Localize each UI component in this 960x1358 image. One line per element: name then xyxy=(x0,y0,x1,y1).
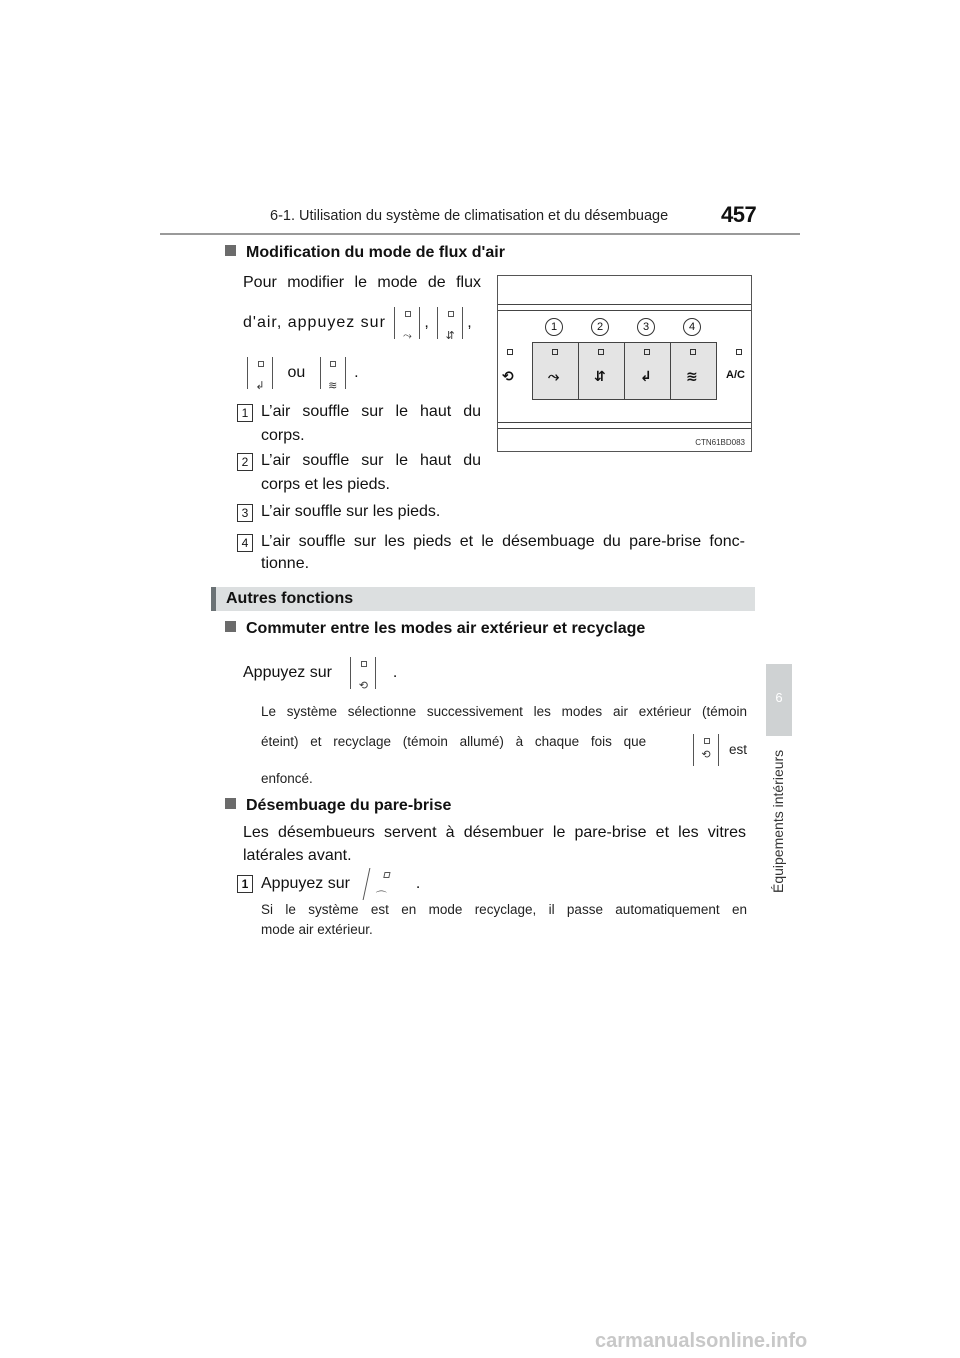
defog-heading: Désembuage du pare-brise xyxy=(225,797,451,815)
recirculation-icon: ⟲ xyxy=(502,368,514,384)
section-bar xyxy=(211,587,755,611)
face-vent-icon: ⤳ xyxy=(548,368,560,384)
figure-caption: CTN61BD083 xyxy=(695,438,745,447)
list-item xyxy=(237,504,253,522)
item-number: 3 xyxy=(237,504,253,522)
callout-1: 1 xyxy=(545,318,563,336)
airflow-intro-line2: d'air, appuyez sur ⤳ , ⇵ , xyxy=(243,307,493,341)
face-vent-icon: ⤳ xyxy=(394,307,420,339)
list-item xyxy=(237,534,253,552)
feet-vent-icon: ↲ xyxy=(640,368,652,384)
airflow-intro-line3: ↲ ou ≋ . xyxy=(243,357,443,391)
page-number: 457 xyxy=(721,202,757,227)
item-number: 4 xyxy=(237,534,253,552)
item-number: 1 xyxy=(237,404,253,422)
chapter-label: Équipements intérieurs xyxy=(770,749,786,893)
defog-step: Appuyez sur ⌒ . xyxy=(261,868,420,902)
recirc-note-line2: éteint) et recyclage (témoin allumé) à chaque fois que ⟲ est xyxy=(261,734,747,768)
airflow-intro-line1: Pour modifier le mode de flux xyxy=(243,274,481,291)
section-title: Autres fonctions xyxy=(226,590,354,607)
indicator-led xyxy=(598,349,604,355)
figure-line xyxy=(498,422,751,423)
airflow-heading: Modification du mode de flux d'air xyxy=(225,244,505,262)
feet-defrost-icon: ≋ xyxy=(320,357,346,389)
item-number: 2 xyxy=(237,453,253,471)
ac-label: A/C xyxy=(726,369,745,381)
list-item xyxy=(237,404,253,422)
recirc-note-line1: Le système sélectionne successivement les modes air extérieur (témoin xyxy=(261,704,747,719)
list-item-text: L’air souffle sur le haut du xyxy=(261,452,481,469)
bilevel-vent-icon: ⇵ xyxy=(594,368,606,384)
indicator-led xyxy=(644,349,650,355)
list-item-text: corps et les pieds. xyxy=(261,476,390,493)
recirc-heading: Commuter entre les modes air extérieur et recyclage xyxy=(225,620,645,638)
feet-vent-icon: ↲ xyxy=(247,357,273,389)
figure-line xyxy=(498,304,751,305)
indicator-led xyxy=(552,349,558,355)
indicator-led xyxy=(507,349,513,355)
list-item-text: tionne. xyxy=(261,555,310,572)
heading-bullet-icon xyxy=(225,621,236,632)
callout-2: 2 xyxy=(591,318,609,336)
figure-line xyxy=(498,310,751,311)
step-marker: 1 xyxy=(237,875,253,893)
list-item-text: L’air souffle sur les pieds. xyxy=(261,503,441,520)
callout-3: 3 xyxy=(637,318,655,336)
indicator-led xyxy=(736,349,742,355)
heading-bullet-icon xyxy=(225,798,236,809)
climate-panel-figure xyxy=(497,275,752,452)
section-header: 6-1. Utilisation du système de climatisation et du désembuage xyxy=(270,208,669,224)
watermark: carmanualsonline.info xyxy=(595,1330,808,1352)
list-item xyxy=(237,453,253,471)
callout-4: 4 xyxy=(683,318,701,336)
recirculation-icon: ⟲ xyxy=(693,734,719,766)
recirculation-icon: ⟲ xyxy=(350,657,376,689)
list-item-text: corps. xyxy=(261,427,305,444)
figure-line xyxy=(498,428,751,429)
recirc-instruction: Appuyez sur ⟲ . xyxy=(243,657,397,691)
front-defroster-icon: ⌒ xyxy=(363,868,405,900)
list-item-text: L’air souffle sur les pieds et le désembuage du pare-brise fonc- xyxy=(261,533,745,550)
heading-bullet-icon xyxy=(225,245,236,256)
defog-text-line1: Les désembueurs servent à désembuer le pare-brise et les vitres xyxy=(243,824,746,841)
defog-note-line1: Si le système est en mode recyclage, il passe automatiquement en xyxy=(261,902,747,917)
defog-note-line2: mode air extérieur. xyxy=(261,922,373,937)
bilevel-vent-icon: ⇵ xyxy=(437,307,463,339)
feet-defrost-icon: ≋ xyxy=(686,368,698,384)
chapter-number: 6 xyxy=(775,690,783,705)
defog-text-line2: latérales avant. xyxy=(243,847,352,864)
recirc-note-line3: enfoncé. xyxy=(261,771,313,786)
indicator-led xyxy=(690,349,696,355)
header-rule xyxy=(160,233,800,235)
list-item-text: L’air souffle sur le haut du xyxy=(261,403,481,420)
